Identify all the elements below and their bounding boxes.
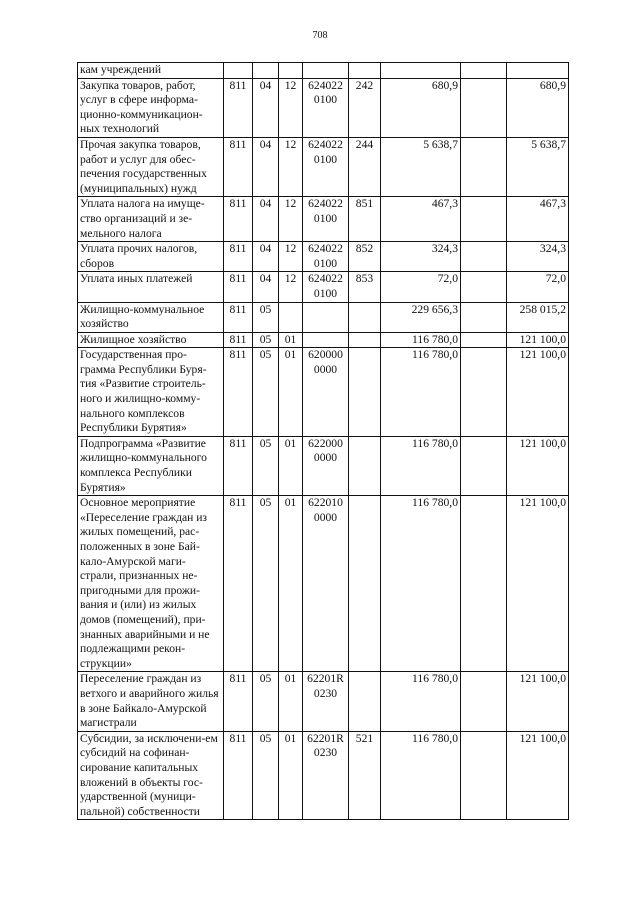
department-code-cell: 811 <box>224 332 253 348</box>
expense-type-code-cell <box>349 302 381 332</box>
table-row <box>78 302 569 332</box>
department-code-cell: 811 <box>224 197 253 242</box>
expense-name-cell: Переселение граждан из ветхого и аварийного жилья в зоне Байкало-Амурской магистрали <box>78 672 224 731</box>
subsection-code-cell: 01 <box>279 672 303 731</box>
department-code-cell: 811 <box>224 242 253 272</box>
expense-name-cell: Уплата налога на имуще-ство организаций и зе-мельного налога <box>78 197 224 242</box>
section-code-cell: 04 <box>253 137 279 196</box>
target-article-code-cell: 624022 0100 <box>303 78 349 137</box>
target-article-code-cell: 624022 0100 <box>303 272 349 302</box>
amount-first-year-cell: 116 780,0 <box>381 436 461 495</box>
section-code-cell: 05 <box>253 348 279 437</box>
amount-second-year-cell: 121 100,0 <box>507 348 569 437</box>
target-article-code-cell <box>303 332 349 348</box>
target-article-code-cell: 624022 0100 <box>303 242 349 272</box>
amount-second-year-cell: 467,3 <box>507 197 569 242</box>
expense-name-cell: кам учреждений <box>78 63 224 79</box>
budget-table <box>77 62 569 820</box>
department-code-cell: 811 <box>224 78 253 137</box>
subsection-code-cell: 12 <box>279 197 303 242</box>
expense-type-code-cell <box>349 436 381 495</box>
subsection-code-cell: 01 <box>279 496 303 672</box>
expense-type-code-cell <box>349 348 381 437</box>
subsection-code-cell: 12 <box>279 78 303 137</box>
amount-second-year-cell: 324,3 <box>507 242 569 272</box>
department-code-cell: 811 <box>224 348 253 437</box>
amount-empty-cell <box>461 332 507 348</box>
target-article-code-cell: 622000 0000 <box>303 436 349 495</box>
expense-type-code-cell: 852 <box>349 242 381 272</box>
subsection-code-cell: 01 <box>279 731 303 820</box>
amount-empty-cell <box>461 496 507 672</box>
table-row <box>78 436 569 495</box>
department-code-cell: 811 <box>224 436 253 495</box>
section-code-cell <box>253 63 279 79</box>
target-article-code-cell: 62201R 0230 <box>303 731 349 820</box>
amount-first-year-cell: 324,3 <box>381 242 461 272</box>
subsection-code-cell: 12 <box>279 242 303 272</box>
target-article-code-cell: 624022 0100 <box>303 197 349 242</box>
department-code-cell: 811 <box>224 731 253 820</box>
amount-second-year-cell: 258 015,2 <box>507 302 569 332</box>
expense-name-cell: Государственная про-грамма Республики Буря-тия «Развитие строитель-ного и жилищно-комму-нального комплексов Республики Бурятия» <box>78 348 224 437</box>
section-code-cell: 05 <box>253 672 279 731</box>
section-code-cell: 04 <box>253 78 279 137</box>
amount-first-year-cell: 680,9 <box>381 78 461 137</box>
expense-type-code-cell: 244 <box>349 137 381 196</box>
table-row <box>78 672 569 731</box>
table-row <box>78 137 569 196</box>
amount-first-year-cell: 467,3 <box>381 197 461 242</box>
amount-empty-cell <box>461 242 507 272</box>
target-article-code-cell: 620000 0000 <box>303 348 349 437</box>
expense-name-cell: Уплата иных платежей <box>78 272 224 302</box>
table-row <box>78 197 569 242</box>
section-code-cell: 05 <box>253 332 279 348</box>
amount-first-year-cell: 116 780,0 <box>381 731 461 820</box>
expense-type-code-cell: 242 <box>349 78 381 137</box>
department-code-cell: 811 <box>224 672 253 731</box>
section-code-cell: 04 <box>253 242 279 272</box>
amount-empty-cell <box>461 272 507 302</box>
amount-second-year-cell: 5 638,7 <box>507 137 569 196</box>
amount-second-year-cell: 72,0 <box>507 272 569 302</box>
amount-first-year-cell: 229 656,3 <box>381 302 461 332</box>
expense-name-cell: Субсидии, за исключени-ем субсидий на софинан-сирование капитальных вложений в объекты гос-ударственной (муници-пальной) собственности <box>78 731 224 820</box>
amount-second-year-cell: 121 100,0 <box>507 496 569 672</box>
amount-first-year-cell: 5 638,7 <box>381 137 461 196</box>
expense-name-cell: Подпрограмма «Развитие жилищно-коммунального комплекса Республики Бурятия» <box>78 436 224 495</box>
section-code-cell: 05 <box>253 496 279 672</box>
amount-empty-cell <box>461 63 507 79</box>
amount-empty-cell <box>461 436 507 495</box>
subsection-code-cell <box>279 302 303 332</box>
amount-second-year-cell: 121 100,0 <box>507 731 569 820</box>
target-article-code-cell <box>303 63 349 79</box>
department-code-cell: 811 <box>224 496 253 672</box>
amount-empty-cell <box>461 137 507 196</box>
department-code-cell: 811 <box>224 137 253 196</box>
amount-first-year-cell: 116 780,0 <box>381 332 461 348</box>
target-article-code-cell: 62201R 0230 <box>303 672 349 731</box>
target-article-code-cell: 624022 0100 <box>303 137 349 196</box>
table-row <box>78 272 569 302</box>
department-code-cell: 811 <box>224 272 253 302</box>
target-article-code-cell: 622010 0000 <box>303 496 349 672</box>
amount-second-year-cell <box>507 63 569 79</box>
expense-type-code-cell: 521 <box>349 731 381 820</box>
subsection-code-cell: 01 <box>279 348 303 437</box>
table-row <box>78 242 569 272</box>
table-row <box>78 348 569 437</box>
amount-empty-cell <box>461 302 507 332</box>
section-code-cell: 04 <box>253 197 279 242</box>
budget-table-body <box>78 63 569 820</box>
department-code-cell <box>224 63 253 79</box>
subsection-code-cell: 12 <box>279 137 303 196</box>
department-code-cell: 811 <box>224 302 253 332</box>
subsection-code-cell <box>279 63 303 79</box>
expense-type-code-cell <box>349 63 381 79</box>
amount-first-year-cell: 116 780,0 <box>381 496 461 672</box>
section-code-cell: 05 <box>253 731 279 820</box>
subsection-code-cell: 01 <box>279 436 303 495</box>
expense-type-code-cell <box>349 496 381 672</box>
expense-name-cell: Основное мероприятие «Переселение граждан из жилых помещений, рас-положенных в зоне Бай-кало-Амурской маги-страли, признанных не-пригодными для прожи-вания и (или) из жилых домов (помещений), при-знанных аварийными и не подлежащими рекон-струкции» <box>78 496 224 672</box>
expense-name-cell: Закупка товаров, работ, услуг в сфере информа-ционно-коммуникацион-ных технологий <box>78 78 224 137</box>
amount-empty-cell <box>461 672 507 731</box>
subsection-code-cell: 12 <box>279 272 303 302</box>
amount-second-year-cell: 121 100,0 <box>507 436 569 495</box>
amount-first-year-cell: 116 780,0 <box>381 348 461 437</box>
amount-empty-cell <box>461 78 507 137</box>
section-code-cell: 05 <box>253 302 279 332</box>
expense-name-cell: Прочая закупка товаров, работ и услуг для обес-печения государственных (муниципальных) нужд <box>78 137 224 196</box>
expense-name-cell: Жилищно-коммунальное хозяйство <box>78 302 224 332</box>
amount-empty-cell <box>461 197 507 242</box>
table-row <box>78 332 569 348</box>
subsection-code-cell: 01 <box>279 332 303 348</box>
amount-second-year-cell: 680,9 <box>507 78 569 137</box>
amount-first-year-cell: 116 780,0 <box>381 672 461 731</box>
target-article-code-cell <box>303 302 349 332</box>
expense-name-cell: Уплата прочих налогов, сборов <box>78 242 224 272</box>
expense-type-code-cell <box>349 332 381 348</box>
table-row <box>78 496 569 672</box>
amount-first-year-cell: 72,0 <box>381 272 461 302</box>
amount-first-year-cell <box>381 63 461 79</box>
amount-second-year-cell: 121 100,0 <box>507 672 569 731</box>
section-code-cell: 05 <box>253 436 279 495</box>
expense-name-cell: Жилищное хозяйство <box>78 332 224 348</box>
page-number: 708 <box>312 30 328 41</box>
table-row <box>78 731 569 820</box>
expense-type-code-cell <box>349 672 381 731</box>
expense-type-code-cell: 853 <box>349 272 381 302</box>
amount-empty-cell <box>461 348 507 437</box>
table-row <box>78 78 569 137</box>
table-row <box>78 63 569 79</box>
expense-type-code-cell: 851 <box>349 197 381 242</box>
section-code-cell: 04 <box>253 272 279 302</box>
amount-second-year-cell: 121 100,0 <box>507 332 569 348</box>
amount-empty-cell <box>461 731 507 820</box>
